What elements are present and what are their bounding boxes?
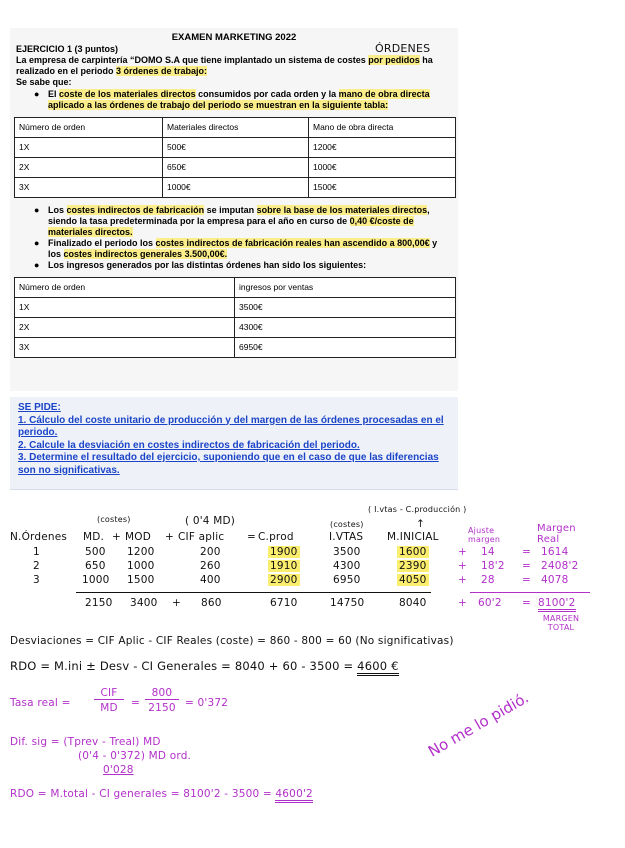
tasa-numerator: 800	[145, 687, 179, 700]
equals-sign: =	[131, 697, 140, 709]
bullet-icon: ●	[34, 205, 40, 215]
table-row	[15, 318, 456, 338]
table-header-row	[15, 278, 456, 298]
question-3: 3. Determine el resultado del ejercicio, suponiendo que en el caso de que las diferencias son no significativas.	[18, 452, 439, 476]
table-cell: 1200€	[309, 138, 456, 158]
table-header-cell: Número de orden	[15, 118, 163, 138]
ivtas-formula-note: ( I.vtas - C.producción )	[368, 505, 467, 514]
margen-real-value: 2408'2	[541, 560, 579, 572]
question-2: 2. Calcule la desviación en costes indirectos de fabricación del periodo.	[18, 439, 360, 451]
arrow-up-icon: ↑	[416, 518, 425, 530]
margen-total-label: MARGEN TOTAL	[542, 614, 580, 632]
table-cell: 4300€	[235, 318, 456, 338]
md-value: 1000	[82, 574, 110, 586]
mod-total: 3400	[130, 597, 158, 609]
bullet-icon: ●	[34, 89, 40, 99]
bullet-cif-real	[16, 238, 452, 260]
rdo-total-formula	[10, 788, 313, 800]
exercise-heading: EJERCICIO 1 (3 puntos)	[16, 44, 119, 54]
plus-sign: +	[458, 597, 467, 609]
cif-value: 260	[200, 560, 221, 572]
cif-total: 860	[201, 597, 222, 609]
md-value: 650	[85, 560, 106, 572]
intro-highlight: 3 órdenes de trabajo:	[116, 66, 208, 76]
cif-rate-note: ( 0'4 MD)	[185, 515, 236, 527]
cprod-value: 2900	[270, 574, 298, 586]
table-cell: 500€	[163, 138, 309, 158]
ivtas-total: 14750	[330, 597, 365, 609]
equals-sign: =	[522, 560, 531, 572]
bullet-icon: ●	[34, 238, 40, 248]
minicial-value: 2390	[399, 560, 427, 572]
margen-total-value: 8100'2	[538, 597, 576, 612]
ajuste-value: 14	[481, 546, 495, 558]
exam-title: EXAMEN MARKETING 2022	[171, 32, 297, 43]
orders-revenue-table	[14, 277, 456, 358]
equals-sign: =	[247, 531, 256, 543]
bullet-text: Finalizado el periodo los costes indirectos de fabricación reales han ascendido a 800,00€ y los costes indirectos generales 3.500,00€.	[48, 238, 438, 259]
ivtas-column-header: I.VTAS	[329, 531, 364, 543]
exam-sheet	[10, 28, 458, 391]
minicial-total: 8040	[399, 597, 427, 609]
ivtas-value: 6950	[333, 574, 361, 586]
cprod-value: 1910	[270, 560, 298, 572]
rdo-result: 4600 €	[357, 659, 398, 676]
dif-sig-formula: Dif. sig = (Tprev - Treal) MD	[10, 736, 161, 748]
mod-value: 1000	[127, 560, 155, 572]
dif-sig-result: 0'028	[103, 764, 134, 776]
plus-sign: +	[112, 531, 121, 543]
costes-note: (costes)	[330, 520, 364, 529]
ivtas-value: 4300	[333, 560, 361, 572]
table-cell: 1X	[15, 138, 163, 158]
table-row	[15, 178, 456, 198]
formula-highlight: 60 (No significativas)	[338, 635, 454, 647]
md-total: 2150	[85, 597, 113, 609]
tasa-denominator: MD	[100, 702, 118, 714]
table-cell: 650€	[163, 158, 309, 178]
equals-sign: =	[522, 546, 531, 558]
cif-value: 200	[200, 546, 221, 558]
cprod-value: 1900	[270, 546, 298, 558]
table-cell: 1000€	[163, 178, 309, 198]
table-cell: 6950€	[235, 338, 456, 358]
equals-sign: =	[522, 574, 531, 586]
ordenes-note: ÓRDENES	[375, 42, 431, 55]
se-sabe-label: Se sabe que:	[16, 77, 72, 87]
plus-sign: +	[165, 531, 174, 543]
desviaciones-formula	[10, 635, 454, 647]
table-row	[15, 138, 456, 158]
mod-value: 1200	[127, 546, 155, 558]
ajuste-column-header: Ajuste margen	[468, 526, 501, 544]
side-note: No me lo pidió.	[425, 688, 532, 761]
bullet-text: Los costes indirectos de fabricación se imputan sobre la base de los materiales directos, siendo la tasa predeterminada por la empresa para el año en curso de 0,40 €/coste de materiales directos.	[48, 205, 430, 237]
tasa-label: Tasa real =	[10, 697, 71, 709]
intro-text: La empresa de carpintería “DOMO S.A que tiene implantado un sistema de costes	[16, 55, 369, 65]
ajuste-value: 28	[481, 574, 495, 586]
table-cell: 2X	[15, 158, 163, 178]
cif-column-header: CIF aplic	[178, 531, 225, 543]
dif-sig-values: (0'4 - 0'372) MD ord.	[78, 750, 192, 762]
plus-sign: +	[172, 597, 181, 609]
intro-highlight: por pedidos	[368, 55, 420, 65]
bullet-icon: ●	[34, 260, 40, 270]
bullet-cif	[16, 205, 452, 238]
tasa-denominator: 2150	[148, 702, 176, 714]
total-rule	[76, 592, 431, 593]
tasa-result: = 0'372	[185, 697, 229, 709]
mod-column-header: MOD	[125, 531, 152, 543]
equals-sign: =	[522, 597, 531, 609]
cprod-column-header: C.prod	[258, 531, 294, 543]
intro-paragraph	[16, 55, 452, 77]
orders-cost-table	[14, 117, 456, 198]
table-row	[15, 338, 456, 358]
intro-text: ha	[419, 55, 433, 65]
total-rule	[470, 592, 590, 593]
table-header-cell: Número de orden	[15, 278, 235, 298]
tasa-numerator: CIF	[94, 687, 124, 700]
margen-real-column-header: Margen Real	[537, 523, 576, 545]
margen-real-value: 1614	[541, 546, 569, 558]
table-cell: 1500€	[309, 178, 456, 198]
table-header-cell: Mano de obra directa	[309, 118, 456, 138]
bullet-ingresos	[16, 260, 452, 271]
intro-text: realizado en el periodo	[16, 66, 117, 76]
table-cell: 1000€	[309, 158, 456, 178]
table-row	[15, 158, 456, 178]
row-number: 2	[33, 560, 40, 572]
md-column-header: MD.	[83, 531, 105, 543]
plus-sign: +	[458, 546, 467, 558]
rdo-total-result: 4600'2	[275, 788, 313, 803]
ivtas-value: 3500	[333, 546, 361, 558]
minicial-column-header: M.INICIAL	[387, 531, 439, 543]
table-cell: 2X	[15, 318, 235, 338]
minicial-value: 1600	[399, 546, 427, 558]
table-cell: 3X	[15, 338, 235, 358]
questions-title: SE PIDE:	[18, 402, 61, 413]
table-cell: 1X	[15, 298, 235, 318]
table-row	[15, 298, 456, 318]
row-number: 1	[33, 546, 40, 558]
mod-value: 1500	[127, 574, 155, 586]
margen-real-value: 4078	[541, 574, 569, 586]
bullet-text: Los ingresos generados por las distintas órdenes han sido los siguientes:	[48, 260, 367, 270]
row-number: 3	[33, 574, 40, 586]
minicial-value: 4050	[399, 574, 427, 586]
rdo-formula	[10, 660, 399, 672]
table-header-cell: Materiales directos	[163, 118, 309, 138]
formula-text: RDO = M.ini ± Desv - CI Generales = 8040 + 60 - 3500 =	[10, 659, 358, 673]
ajuste-value: 18'2	[481, 560, 505, 572]
md-value: 500	[85, 546, 106, 558]
table-cell: 3500€	[235, 298, 456, 318]
plus-sign: +	[458, 574, 467, 586]
ajuste-total: 60'2	[478, 597, 502, 609]
costes-note: (costes)	[97, 515, 131, 524]
table-cell: 3X	[15, 178, 163, 198]
table-header-row	[15, 118, 456, 138]
formula-text: RDO = M.total - CI generales = 8100'2 - 3500 =	[10, 788, 276, 800]
questions-box	[10, 397, 458, 490]
bullet-costs	[16, 89, 452, 111]
plus-sign: +	[458, 560, 467, 572]
orders-column-header: N.Órdenes	[10, 531, 68, 543]
table-header-cell: ingresos por ventas	[235, 278, 456, 298]
cprod-total: 6710	[270, 597, 298, 609]
formula-text: Desviaciones = CIF Aplic - CIF Reales (coste) = 860 - 800 =	[10, 635, 339, 647]
bullet-text: El coste de los materiales directos consumidos por cada orden y la mano de obra directa aplicado a las órdenes de trabajo del periodo se muestran en la siguiente tabla:	[48, 89, 430, 110]
cif-value: 400	[200, 574, 221, 586]
question-1: 1. Cálculo del coste unitario de producción y del margen de las órdenes procesadas en el periodo.	[18, 414, 444, 438]
